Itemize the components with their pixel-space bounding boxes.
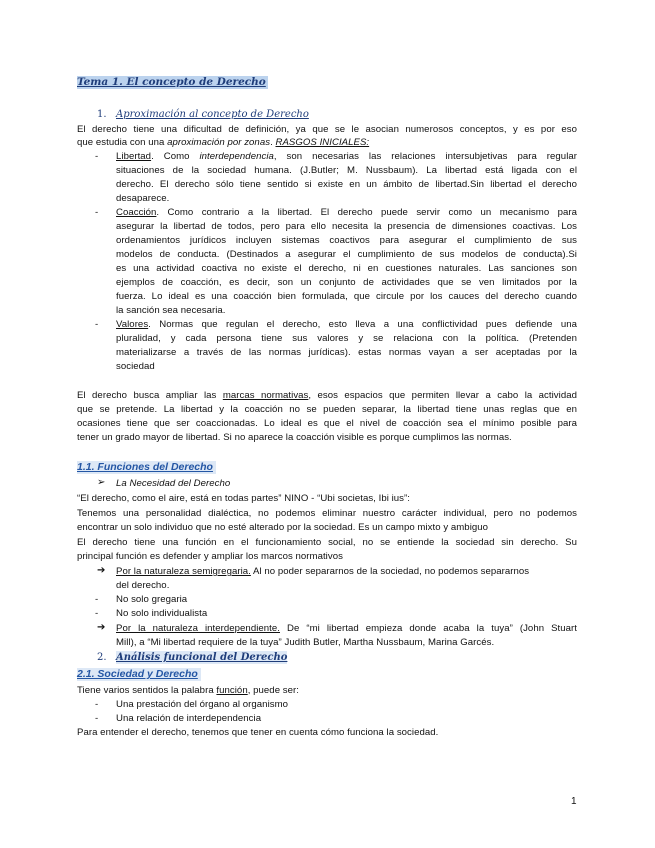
- bullet: -: [95, 594, 99, 605]
- document-title: Tema 1. El concepto de Derecho: [77, 76, 266, 88]
- paragraph-line: derecho. El derecho sólo tiene sentido si existe en un ámbito de libertad.Sin libertad el derecho: [116, 179, 577, 190]
- bullet: -: [95, 699, 99, 710]
- paragraph-line: desaparece.: [116, 193, 170, 204]
- section-number: 1.: [97, 109, 107, 120]
- page-number: 1: [571, 796, 577, 807]
- list-item: No solo individualista: [116, 608, 208, 619]
- paragraph-line: Para entender el derecho, tenemos que tener en cuenta cómo funciona la sociedad.: [77, 727, 439, 738]
- paragraph-line: la sanción sea necesaria.: [116, 305, 226, 316]
- bullet: -: [95, 713, 99, 724]
- arrowhead-bullet-icon: ➢: [97, 477, 106, 488]
- section-number: 2.: [97, 652, 107, 663]
- arrow-right-icon: ➔: [97, 622, 106, 633]
- paragraph-line: encontrar un solo individuo que no esté alterado por la sociedad. Es un campo mixto y ambiguo: [77, 522, 489, 533]
- list-item: No solo gregaria: [116, 594, 188, 605]
- list-item: Libertad. Como interdependencia, son necesarias las relaciones intersubjetivas para regular: [116, 151, 578, 162]
- subheading: La Necesidad del Derecho: [116, 478, 231, 489]
- list-item: Una relación de interdependencia: [116, 713, 262, 724]
- paragraph-line: Tenemos una personalidad dialéctica, no podemos eliminar nuestro carácter individual, pero no podemos: [77, 508, 577, 519]
- paragraph-line: Tiene varios sentidos la palabra función, puede ser:: [77, 685, 299, 696]
- paragraph-line: modelos de conducta. (Destinados a asegurar el cumplimiento de sus modelos de conducta).Si: [116, 249, 577, 260]
- bullet: -: [95, 151, 99, 162]
- subsection-heading: 1.1. Funciones del Derecho: [77, 461, 216, 474]
- paragraph-line: principal función es defender y ampliar los marcos normativos: [77, 551, 343, 562]
- bullet: -: [95, 207, 99, 218]
- bullet: -: [95, 319, 99, 330]
- paragraph-line: El derecho tiene una función en el funcionamiento social, no se entiende la sociedad sin derecho. Su: [77, 537, 577, 548]
- section-heading: Aproximación al concepto de Derecho: [116, 109, 309, 120]
- paragraph-line: El derecho busca ampliar las marcas normativas, esos espacios que permiten llevar a cabo la actividad: [77, 390, 577, 401]
- list-item: Por la naturaleza interdependiente. De “mi libertad empieza donde acaba la tuya” (John Stuart: [116, 623, 577, 634]
- paragraph-line: fuerza. Lo ideal es una coacción bien formulada, que circule por los cauces del derecho cuando: [116, 291, 577, 302]
- arrow-right-icon: ➔: [97, 565, 106, 576]
- paragraph-line: que se pretende. La libertad y la coacción no se pueden separar, la libertad tiene unas reglas que en: [77, 404, 577, 415]
- subsection-heading: 2.1. Sociedad y Derecho: [77, 668, 201, 681]
- paragraph-line: situaciones de la sociedad humana. (J.Butler; M. Nussbaum). La libertad está ligada con el: [116, 165, 577, 176]
- list-item: Valores. Normas que regulan el derecho, esto lleva a una conflictividad pues defiende una: [116, 319, 577, 330]
- paragraph-line: Mill), a “Mi libertad requiere de la tuya” Judith Butler, Martha Nussbaum, Marina Garcés.: [116, 637, 495, 648]
- section-heading: Análisis funcional del Derecho: [116, 652, 288, 663]
- paragraph-line: es una actividad coactiva no existe el derecho, ni en cuestiones naturales. Las sanciones son: [116, 263, 577, 274]
- bullet: -: [95, 608, 99, 619]
- list-item: Por la naturaleza semigregaria. Al no poder separarnos de la sociedad, no podemos separarnos: [116, 566, 530, 577]
- paragraph-line: El derecho tiene una dificultad de definición, ya que se le asocian numerosos conceptos, y es por eso: [77, 124, 577, 135]
- list-item: Una prestación del órgano al organismo: [116, 699, 289, 710]
- paragraph-line: ocasiones tiene que ser coaccionadas. Lo ideal es que el nivel de coacción sea el mínimo posible para: [77, 418, 577, 429]
- paragraph-line: ordenamientos jurídicos incluyen sistemas coactivos para asegurar el cumplimiento de sus: [116, 235, 577, 246]
- list-item: Coacción. Como contrario a la libertad. El derecho puede servir como un mecanismo para: [116, 207, 577, 218]
- paragraph-line: sociedad: [116, 361, 155, 372]
- paragraph-line: tener un grado mayor de libertad. Si no aparece la coacción visible es porque cumplimos las normas.: [77, 432, 512, 443]
- paragraph-line: ejemplos de coacción, es decir, son un conjunto de actividades que se ven limitados por la: [116, 277, 577, 288]
- paragraph-line: pluralidad, y cada persona tiene sus valores y se relaciona con la política. (Pretenden: [116, 333, 577, 344]
- quote-line: “El derecho, como el aire, está en todas partes” NINO - “Ubi societas, Ibi ius”:: [77, 493, 410, 504]
- paragraph-line: del derecho.: [116, 580, 170, 591]
- paragraph-line: materializarse a través de las normas jurídicas). estas normas vayan a ser aceptadas por la: [116, 347, 577, 358]
- paragraph-line: asegurar la libertad de todos, pero para ello necesita la presencia de dimensiones coactivas. Los: [116, 221, 577, 232]
- paragraph-line: que estudia con una aproximación por zonas. RASGOS INICIALES:: [77, 137, 370, 148]
